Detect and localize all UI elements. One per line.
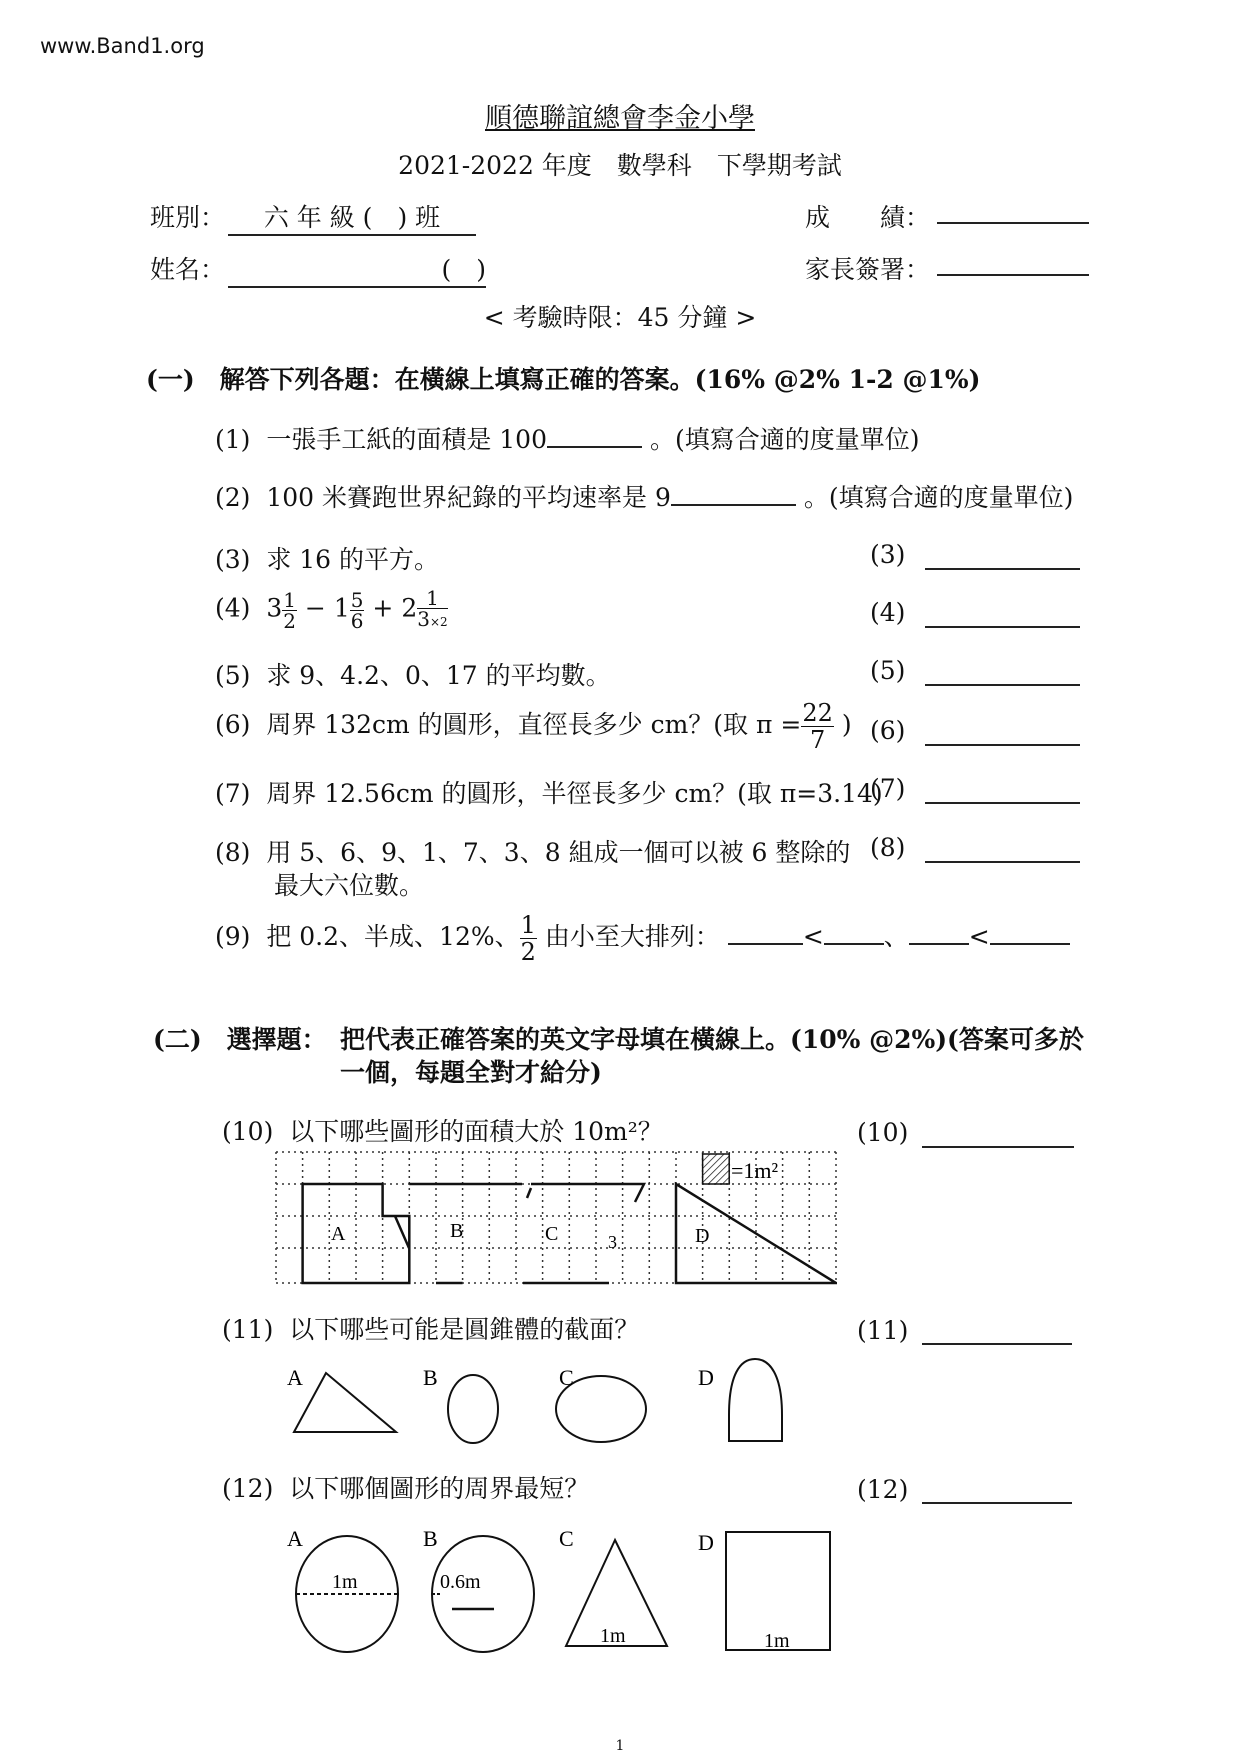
q6-number: (6) [215, 710, 251, 739]
q10-text: 以下哪些圖形的面積大於 10m²？ [289, 1117, 663, 1146]
parabola-shape [729, 1359, 782, 1441]
q6-answer-blank[interactable] [925, 744, 1080, 746]
q3-answer-label: (3) [870, 540, 906, 569]
q2-answer-blank[interactable] [671, 504, 796, 506]
q4-handwritten-note: ×2 [429, 615, 448, 629]
q1-text: 一張手工紙的面積是 100 [266, 425, 547, 454]
q9-text-2: 由小至大排列： [544, 922, 720, 951]
option-b: B [423, 1365, 438, 1390]
q3-number: (3) [215, 545, 251, 574]
section2-instruction-line2: 一個，每題全對才給分) [340, 1058, 602, 1087]
q10-answer-label: (10) [857, 1118, 909, 1147]
option-c: C [559, 1526, 574, 1551]
q4-whole-2: 1 [333, 593, 350, 623]
question-12 [222, 1469, 589, 1505]
triangle-shape [294, 1373, 396, 1432]
q1-answer-blank[interactable] [547, 446, 642, 448]
score-field[interactable] [937, 222, 1089, 224]
q9-blank-2[interactable] [824, 943, 884, 945]
q2-number: (2) [215, 483, 251, 512]
label-c: C [545, 1223, 559, 1245]
school-name: 順德聯誼總會李金小學 [485, 103, 755, 134]
q6-answer-label: (6) [870, 716, 906, 745]
label-d: D [695, 1225, 710, 1247]
question-6 [215, 700, 852, 753]
q9-number: (9) [215, 922, 251, 951]
option-a: A [287, 1365, 303, 1390]
shape-a [303, 1184, 410, 1283]
dim-a: 1m [332, 1571, 358, 1593]
q7-text: 周界 12.56cm 的圓形，半徑長多少 cm？(取 π=3.14) [266, 779, 883, 808]
q11-text: 以下哪些可能是圓錐體的截面？ [289, 1315, 640, 1344]
q4-fraction-2: $\frac{5}{6}$ [350, 587, 364, 633]
question-11 [222, 1310, 639, 1346]
shape-c [523, 1184, 644, 1283]
q4-fraction-3: $\frac{1}{3\times 2}$ [417, 586, 448, 631]
class-number-paren: ( ) [441, 255, 486, 284]
page-number: 1 [615, 1738, 625, 1754]
q9-blank-4[interactable] [990, 943, 1070, 945]
option-d: D [698, 1365, 714, 1390]
section2-heading: (二) 選擇題： [153, 1025, 327, 1054]
q4-minus: − [304, 593, 326, 623]
q2-note: 。(填寫合適的度量單位) [803, 483, 1074, 512]
q12-answer-blank[interactable] [922, 1502, 1072, 1504]
q4-plus: + [372, 593, 394, 623]
q9-separator: 、 [883, 922, 909, 951]
label-b: B [450, 1220, 464, 1242]
q3-text: 求 16 的平方。 [266, 545, 440, 574]
circle-b [432, 1536, 534, 1652]
legend-text: =1m² [731, 1158, 779, 1183]
question-5 [215, 656, 611, 692]
q12-text: 以下哪個圖形的周界最短？ [289, 1474, 590, 1503]
q7-answer-label: (7) [870, 774, 906, 803]
q5-text: 求 9、4.2、0、17 的平均數。 [266, 661, 611, 690]
q8-text-line2: 最大六位數。 [274, 871, 425, 900]
q4-number: (4) [215, 593, 251, 623]
q5-answer-label: (5) [870, 656, 906, 685]
score-label: 成 績： [805, 203, 931, 232]
q9-less-than-1: < [802, 922, 824, 951]
q9-half-fraction: $\frac{1}{2}$ [520, 911, 536, 966]
section2-instruction: 把代表正確答案的英文字母填在橫線上。(10% @2%)(答案可多於 [340, 1025, 1084, 1054]
watermark: www.Band1.org [40, 34, 205, 58]
q9-blank-3[interactable] [909, 943, 969, 945]
q9-text: 把 0.2、半成、12%、 [266, 922, 520, 951]
unit-square-legend [703, 1154, 730, 1184]
dim-b: 0.6m [440, 1571, 481, 1593]
q11-cross-sections [280, 1355, 800, 1465]
q8-answer-label: (8) [870, 833, 906, 862]
question-9 [215, 912, 1070, 965]
question-1 [215, 420, 919, 456]
dim-d: 1m [764, 1630, 790, 1652]
q10-number: (10) [222, 1117, 274, 1146]
question-7 [215, 774, 883, 810]
option-c: C [559, 1365, 574, 1390]
q4-whole-1: 3 [266, 593, 283, 623]
q5-answer-blank[interactable] [925, 684, 1080, 686]
q6-text: 周界 132cm 的圓形，直徑長多少 cm？(取 π = [266, 710, 802, 739]
q12-number: (12) [222, 1474, 274, 1503]
option-d: D [698, 1530, 714, 1555]
q10-grid-figure [275, 1150, 837, 1286]
q11-answer-blank[interactable] [922, 1343, 1072, 1345]
class-label: 班別： [150, 203, 226, 232]
q1-number: (1) [215, 425, 251, 454]
name-field[interactable] [228, 250, 486, 288]
q1-note: 。(填寫合適的度量單位) [649, 425, 920, 454]
q7-answer-blank[interactable] [925, 802, 1080, 804]
q8-number: (8) [215, 838, 251, 867]
q5-number: (5) [215, 661, 251, 690]
q11-number: (11) [222, 1315, 274, 1344]
q4-fraction-1: $\frac{1}{2}$ [283, 587, 296, 633]
label-a: A [331, 1223, 346, 1245]
side-length-label: 3 [608, 1232, 617, 1252]
exam-title: 2021-2022 年度 數學科 下學期考試 [398, 151, 842, 180]
q9-blank-1[interactable] [728, 943, 803, 945]
q10-answer-blank[interactable] [922, 1146, 1074, 1148]
q12-shapes [280, 1520, 840, 1660]
question-8 [215, 833, 850, 869]
question-4 [215, 588, 448, 632]
parent-signature-label: 家長簽署： [805, 255, 931, 284]
question-3 [215, 540, 439, 576]
time-limit: < 考驗時限：45 分鐘 > [483, 303, 757, 332]
q11-answer-label: (11) [857, 1316, 909, 1345]
q12-answer-label: (12) [857, 1475, 909, 1504]
section1-heading: (一) 解答下列各題：在橫線上填寫正確的答案。(16% @2% 1-2 @1%) [146, 365, 981, 394]
class-field[interactable]: 六 年 級 ( ) 班 [228, 198, 476, 236]
q4-answer-label: (4) [870, 598, 906, 627]
q4-answer-blank[interactable] [925, 626, 1080, 628]
q8-text: 用 5、6、9、1、7、3、8 組成一個可以被 6 整除的 [266, 838, 851, 867]
option-b: B [423, 1526, 438, 1551]
q2-text: 100 米賽跑世界紀錄的平均速率是 9 [266, 483, 671, 512]
circle-shape [448, 1375, 498, 1443]
q8-answer-blank[interactable] [925, 861, 1080, 863]
name-label: 姓名： [150, 255, 226, 284]
question-2 [215, 478, 1073, 514]
q7-number: (7) [215, 779, 251, 808]
option-a: A [287, 1526, 303, 1551]
dim-c: 1m [600, 1625, 626, 1647]
q6-close-paren: ) [841, 710, 852, 739]
parent-signature-field[interactable] [937, 274, 1089, 276]
question-10 [222, 1112, 663, 1148]
q9-less-than-2: < [968, 922, 990, 951]
q4-whole-3: 2 [401, 593, 418, 623]
q6-pi-fraction: $\frac{22}{7}$ [802, 699, 833, 754]
q3-answer-blank[interactable] [925, 568, 1080, 570]
